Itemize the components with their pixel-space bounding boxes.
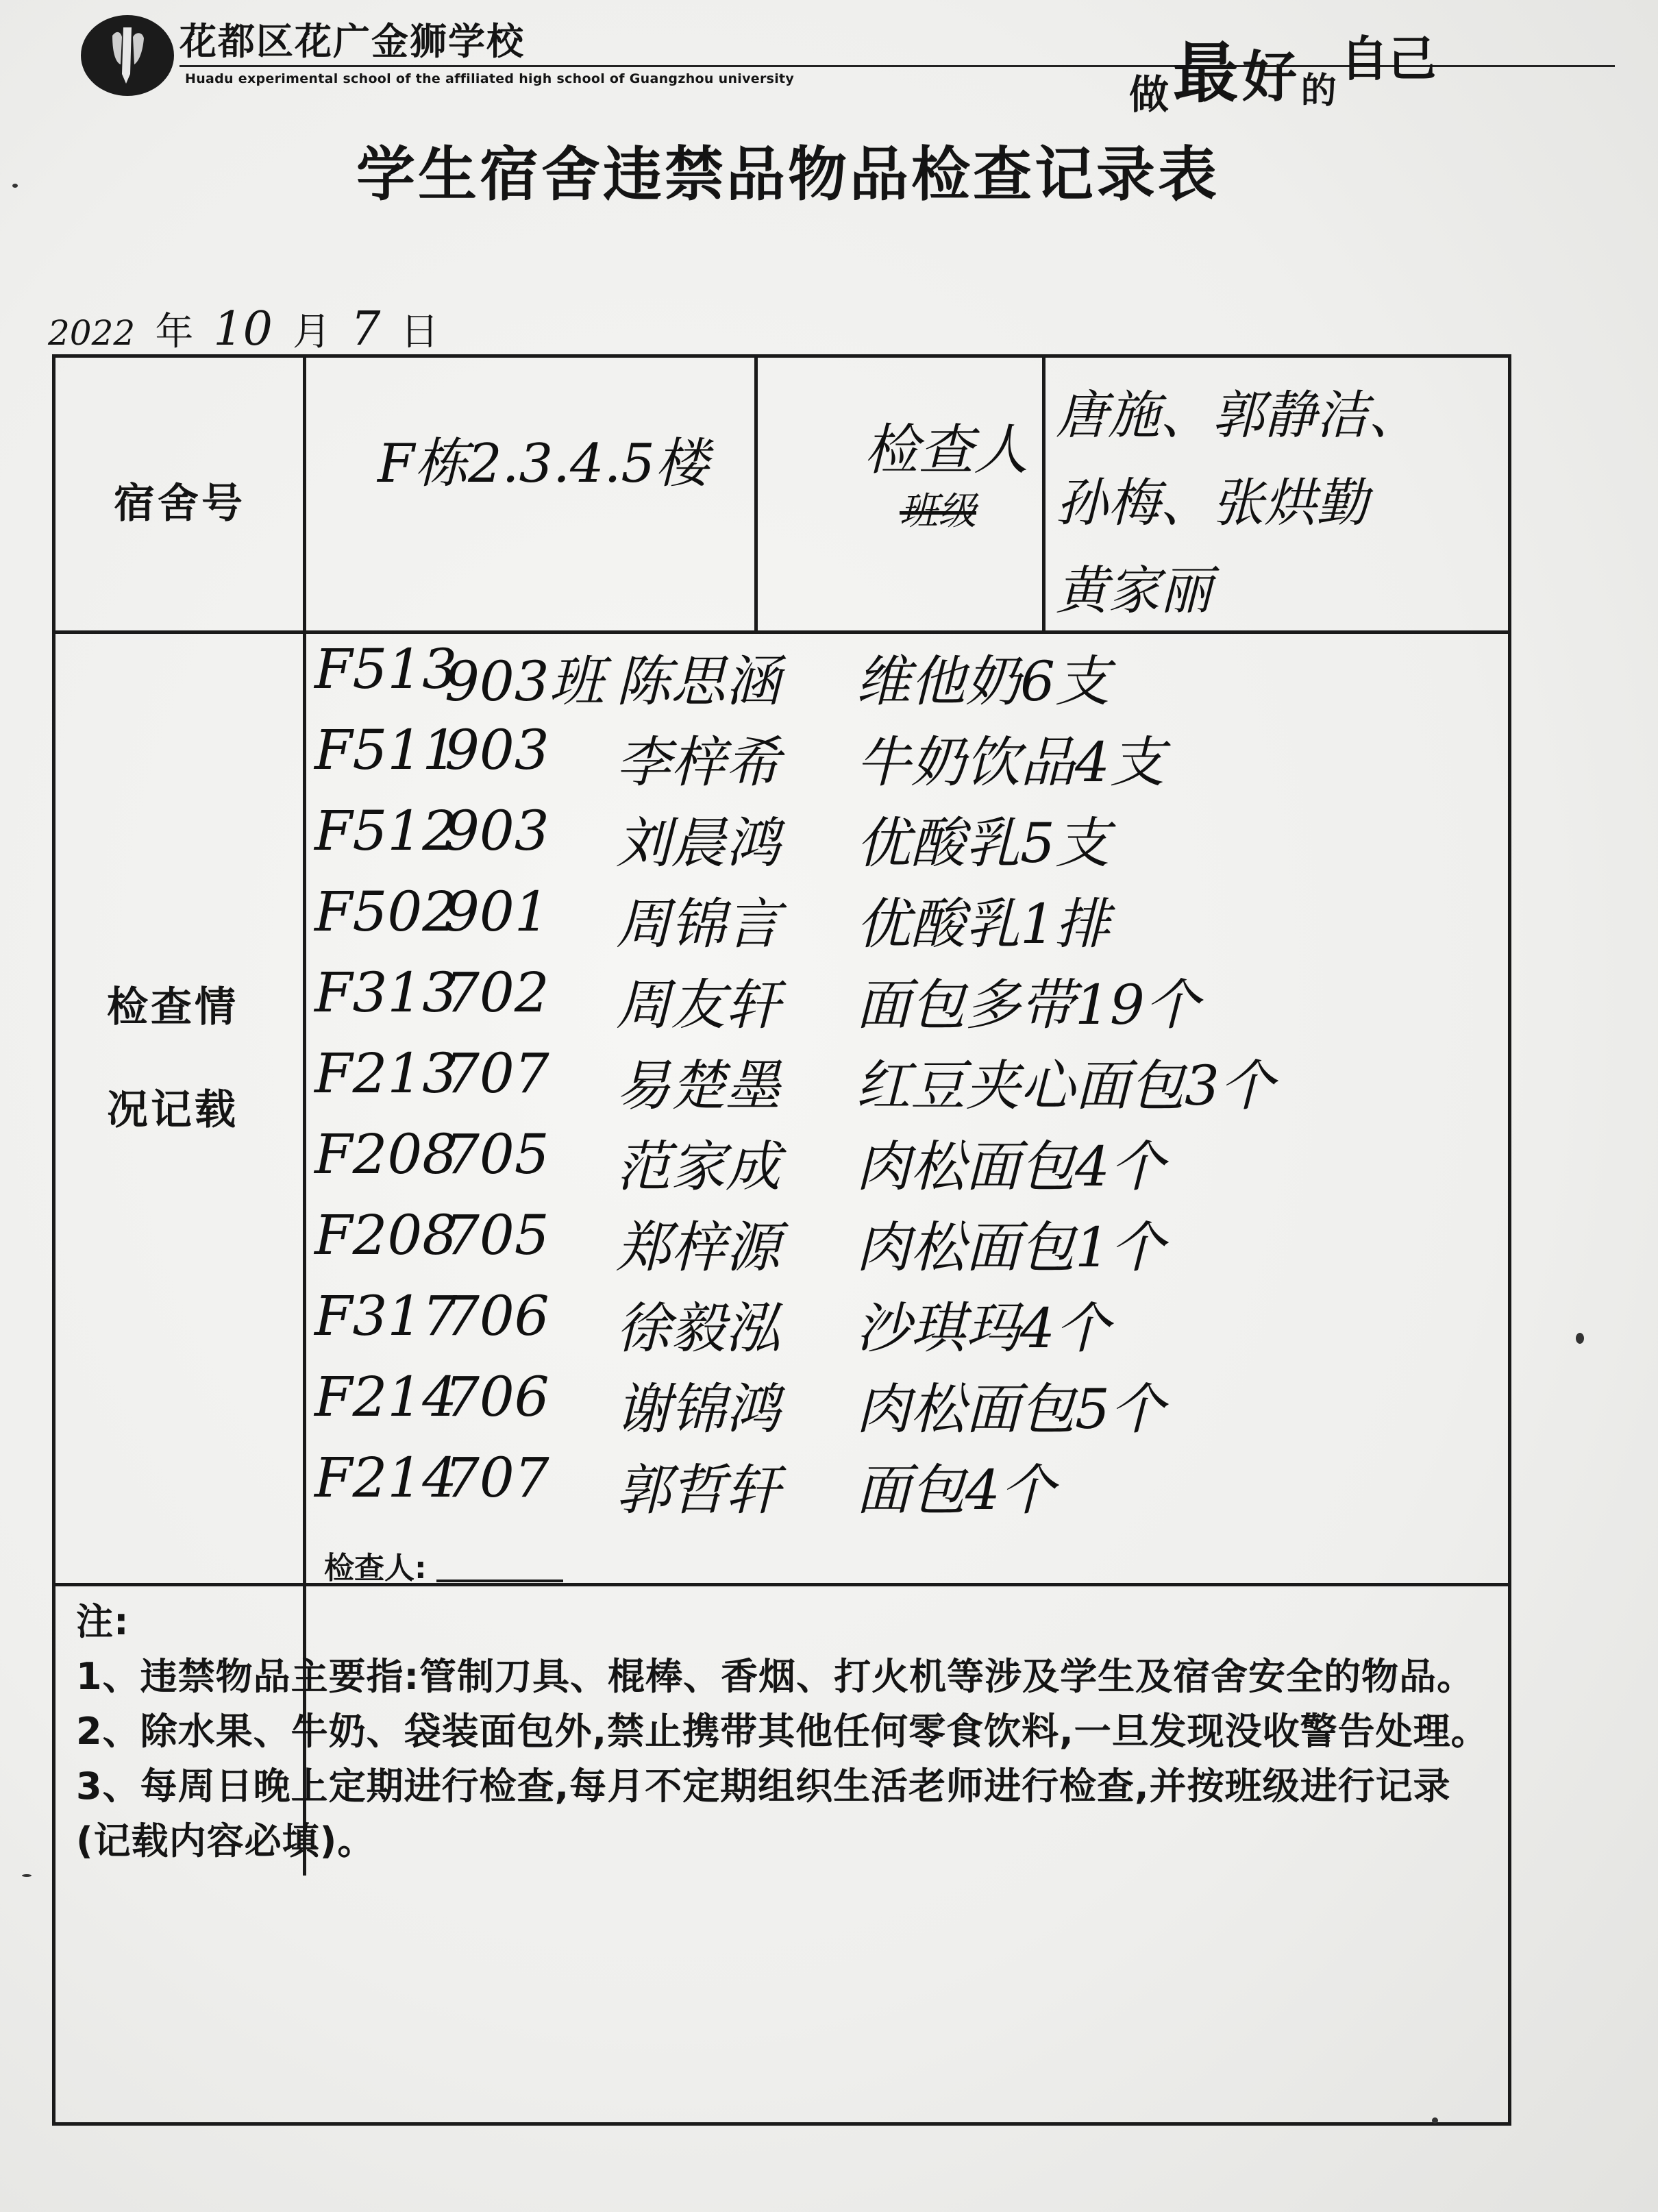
record-row <box>314 1365 1445 1446</box>
record-class: 706 <box>445 1365 549 1429</box>
record-item: 肉松面包5个 <box>856 1377 1165 1441</box>
scan-speck <box>1576 1333 1584 1344</box>
record-class: 901 <box>445 880 549 944</box>
record-class: 707 <box>445 1446 549 1510</box>
record-row <box>314 1446 1445 1527</box>
signer-label: 检查人: <box>324 1551 427 1586</box>
note-item: 2、除水果、牛奶、袋装面包外,禁止携带其他任何零食饮料,一旦发现没收警告处理。 <box>76 1710 1489 1753</box>
record-room: F502 <box>314 880 458 944</box>
inspector-line: 黄家丽 <box>1056 560 1212 621</box>
record-room: F317 <box>314 1284 458 1348</box>
dorm-number-label: 宿舍号 <box>114 480 245 528</box>
column-divider <box>754 358 758 632</box>
column-divider <box>1042 358 1045 632</box>
record-room: F511 <box>314 718 458 782</box>
record-row <box>314 880 1445 961</box>
record-item: 牛奶饮品4支 <box>856 730 1165 794</box>
record-room: F208 <box>314 1122 458 1186</box>
record-label-line1: 检查情 <box>107 983 238 1031</box>
record-class: 706 <box>445 1284 549 1348</box>
record-class: 702 <box>445 961 549 1024</box>
record-room: F214 <box>314 1446 458 1510</box>
school-name-cn: 花都区花广金狮学校 <box>180 20 525 63</box>
record-student: 陈思涵 <box>616 650 780 713</box>
inspection-date <box>48 302 445 356</box>
slogan-char: 自己 <box>1340 30 1437 87</box>
inspector-line: 孙梅、张烘勤 <box>1056 472 1368 533</box>
record-class: 903 <box>445 799 549 863</box>
dorm-number-value: F栋2.3.4.5楼 <box>378 433 709 495</box>
date-month: 10 <box>213 302 273 356</box>
slogan-char: 做 <box>1129 71 1170 118</box>
notes-heading: 注: <box>76 1600 129 1643</box>
record-item: 肉松面包4个 <box>856 1135 1165 1199</box>
record-label-line2: 况记载 <box>107 1086 238 1134</box>
record-item: 沙琪玛4个 <box>856 1297 1110 1360</box>
signer-field <box>324 1543 563 1587</box>
record-class: 705 <box>445 1122 549 1186</box>
school-name-en: Huadu experimental school of the affiliated high school of Guangzhou university <box>185 71 795 86</box>
record-row <box>314 1042 1445 1122</box>
date-year: 2022 <box>48 313 136 353</box>
school-logo <box>81 15 174 96</box>
record-student: 李梓希 <box>616 730 780 794</box>
date-day: 7 <box>351 302 381 356</box>
inspection-form-table <box>52 354 1511 2126</box>
record-student: 谢锦鸿 <box>616 1377 780 1441</box>
row-divider <box>55 1583 1508 1586</box>
slogan-char: 的 <box>1300 70 1337 112</box>
record-room: F513 <box>314 637 458 701</box>
date-year-label: 年 <box>155 310 194 354</box>
record-room: F512 <box>314 799 458 863</box>
record-student: 周友轩 <box>616 973 780 1037</box>
record-row <box>314 718 1445 799</box>
record-student: 徐毅泓 <box>616 1297 780 1360</box>
signer-blank <box>436 1580 563 1582</box>
record-room: F313 <box>314 961 458 1024</box>
page-title: 学生宿舍违禁品物品检查记录表 <box>356 140 1220 209</box>
notes-section <box>76 1595 1501 1869</box>
scan-speck <box>12 184 18 188</box>
slogan <box>1129 21 1436 120</box>
date-day-label: 日 <box>400 310 439 354</box>
record-row <box>314 799 1445 880</box>
record-room: F213 <box>314 1042 458 1105</box>
record-student: 郭哲轩 <box>616 1458 780 1522</box>
scan-speck <box>22 1874 32 1877</box>
inspection-records <box>314 637 1445 1527</box>
class-label-struck: 班级 <box>900 489 976 534</box>
record-row <box>314 961 1445 1042</box>
record-item: 肉松面包1个 <box>856 1216 1165 1279</box>
record-row <box>314 1284 1445 1365</box>
slogan-char: 最 <box>1172 34 1239 112</box>
record-class: 903班 <box>445 650 604 713</box>
slogan-char: 好 <box>1242 45 1298 109</box>
record-item: 红豆夹心面包3个 <box>856 1054 1274 1118</box>
inspector-names <box>1056 371 1494 635</box>
date-month-label: 月 <box>293 310 332 354</box>
record-row <box>314 1122 1445 1203</box>
record-class: 903 <box>445 718 549 782</box>
record-row <box>314 1203 1445 1284</box>
lion-emblem-icon <box>81 15 174 96</box>
inspector-line: 唐施、郭静洁、 <box>1056 384 1420 445</box>
record-room: F214 <box>314 1365 458 1429</box>
record-item: 维他奶6支 <box>856 650 1110 713</box>
record-student: 刘晨鸿 <box>616 811 780 875</box>
note-item: 1、违禁物品主要指:管制刀具、棍棒、香烟、打火机等涉及学生及宿舍安全的物品。 <box>76 1655 1475 1698</box>
record-item: 优酸乳1排 <box>856 892 1110 956</box>
record-room: F208 <box>314 1203 458 1267</box>
note-item: 3、每周日晚上定期进行检查,每月不定期组织生活老师进行检查,并按班级进行记录(记载内容必填)。 <box>76 1765 1451 1863</box>
record-student: 范家成 <box>616 1135 780 1199</box>
scan-speck <box>1432 2117 1438 2124</box>
record-item: 面包多带19个 <box>856 973 1200 1037</box>
record-item: 优酸乳5支 <box>856 811 1110 875</box>
record-item: 面包4个 <box>856 1458 1055 1522</box>
record-student: 郑梓源 <box>616 1216 780 1279</box>
record-class: 707 <box>445 1042 549 1105</box>
record-row <box>314 637 1445 718</box>
record-student: 易楚墨 <box>616 1054 780 1118</box>
record-class: 705 <box>445 1203 549 1267</box>
inspector-label: 检查人 <box>864 418 1028 482</box>
record-student: 周锦言 <box>616 892 780 956</box>
